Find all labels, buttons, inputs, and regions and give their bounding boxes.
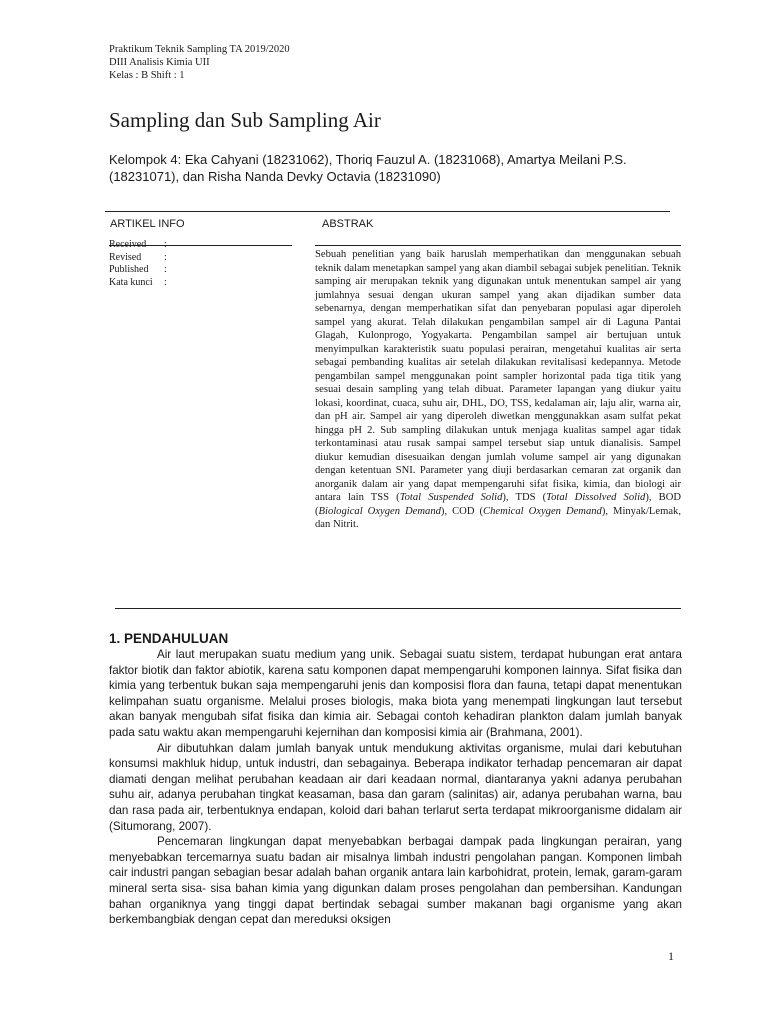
info-row-received <box>109 239 167 252</box>
abstract-text: ), BOD ( <box>315 492 681 517</box>
body-paragraph: Pencemaran lingkungan dapat menyebabkan berbagai dampak pada lingkungan perairan, yang menyebabkan tercemarnya suatu badan air misalnya limbah industri pengolahan pangan. Komponen limbah cair industri pangan sebagian besar adalah bahan organik antara lain karbohidrat, protein, lemak, garam-garam mineral serta sisa- sisa bahan kimia yang digunkan dalam proses pengolahan dan pembersihan. Kandungan bahan organiknya yang tinggi dapat bertindak sebagai sumber makanan bagi organisme yang akan berkembangbiak dengan cepat dan mereduksi oksigen <box>109 835 682 927</box>
body-paragraph: Air dibutuhkan dalam jumlah banyak untuk mendukung aktivitas organisme, mulai dari kebutuhan konsumsi makhluk hidup, untuk industri, dan sebagainya. Beberapa indikator terhadap pencemaran air dapat diamati dengan melihat perubahan keadaan air dari keadaan normal, diantaranya yakni adanya perubahan suhu air, adanya perubahan tingkat keasaman, basa dan garam (salinitas) air, adanya perubahan warna, bau dan rasa pada air, terbentuknya endapan, koloid dari bahan terlarut serta terdapat mikroorganisme didalam air (Situmorang, 2007). <box>109 741 682 833</box>
article-title: Sampling dan Sub Sampling Air <box>109 108 381 132</box>
section-heading: 1. PENDAHULUAN <box>109 631 229 646</box>
abstract-term: Chemical Oxygen Demand <box>483 505 602 517</box>
info-label: Published <box>109 264 149 275</box>
info-top-rule <box>105 211 670 212</box>
page-number: 1 <box>668 949 674 963</box>
abstract-term: Biological Oxygen Demand <box>318 505 441 517</box>
info-value: : <box>164 264 167 275</box>
running-header <box>109 43 290 82</box>
header-course: Praktikum Teknik Sampling TA 2019/2020 <box>109 44 290 55</box>
abstract-rule <box>315 245 681 246</box>
abstract-heading: ABSTRAK <box>322 218 374 230</box>
info-row-published <box>109 264 167 277</box>
abstract-text: Sebuah penelitian yang baik haruslah memperhatikan dan menggunakan sebuah teknik dalam menetapkan sampel yang akan diambil sebagai subjek penelitian. Teknik samping air merupakan teknik yang digunakan untuk menentukan sampel air yang jumlahnya sesuai dengan ukuran sampel yang akan dijadikan sumber data sebenarnya, dengan memperhatikan sifat dan penyebaran populasi agar diperoleh sampel yang akurat. Telah dilakukan pengambilan sampel air di Laguna Pantai Glagah, Kulonprogo, Yogyakarta. Pengambilan sampel air bertujuan untuk menyimpulkan karakteristik suatu populasi perairan, mengetahui kualitas air serta sebagai pembanding kualitas air setelah dilakukan revitalisasi kedepannya. Metode pengambilan sampel menggunakan point sampler horizontal pada tiga titik yang sesuai desain sampling yang telah dibuat. Parameter lapangan yang diukur yaitu lokasi, koordinat, cuaca, suhu air, DHL, DO, TSS, kedalaman air, laju alir, warna air, dan pH air. Sampel air yang diperoleh diwetkan menggunakkan asam sulfat pekat hingga pH 2. Sub sampling dilakukan untuk menjaga kualitas sampel agar tidak terkontaminasi atau rusak sampai sampel tersebut siap untuk dianalisis. Sampel diukur kemudian disesuaikan dengan jumlah volume sampel air yang digunakan dengan ketentuan SNI. Parameter yang diuji berdasarkan cemaran zat organik dan anorganik dalam air yang dapat mempengaruhi sifat fisika, kimia, dan biologi air antara lain TSS ( <box>315 249 681 503</box>
header-program: DIII Analisis Kimia UII <box>109 57 210 68</box>
abstract-bottom-rule <box>115 608 681 609</box>
section-body <box>109 647 682 928</box>
info-row-keywords <box>109 277 167 290</box>
info-label: Received <box>109 239 147 250</box>
abstract-text: ), COD ( <box>440 505 483 517</box>
header-class: Kelas : B Shift : 1 <box>109 70 185 81</box>
body-paragraph: Air laut merupakan suatu medium yang unik. Sebagai suatu sistem, terdapat hubungan erat antara faktor biotik dan faktor abiotik, karena satu komponen dapat mempengaruhi komponen lainnya. Sifat fisika dan kimia yang terbentuk bukan saja mempengaruhi jenis dan komposisi flora dan fauna, tetapi dapat menentukan kelimpahan suatu organisme. Melalui proses biologis, maka biota yang menempati lingkungan laut tersebut akan banyak mengubah sifat fisika dan kimia air. Sebagai contoh kehadiran plankton dalam jumlah banyak pada satu waktu akan mempengaruhi kejernihan dan komposisi kimia air (Brahmana, 2001). <box>109 648 682 739</box>
info-label: Revised <box>109 251 142 263</box>
info-label: Kata kunci <box>109 276 153 288</box>
author-list: Kelompok 4: Eka Cahyani (18231062), Thoriq Fauzul A. (18231068), Amartya Meilani P.S. (18231071), dan Risha Nanda Devky Octavia (18231090) <box>109 152 627 184</box>
article-info-list <box>109 239 167 289</box>
article-info-heading: ARTIKEL INFO <box>110 218 185 230</box>
abstract-text: ), TDS ( <box>502 492 547 503</box>
info-row-revised <box>109 252 167 265</box>
info-value: : <box>164 239 167 250</box>
abstract-term: Total Dissolved Solid <box>546 492 646 503</box>
abstract-term: Total Suspended Solid <box>399 492 503 503</box>
abstract-text: ), Minyak/Lemak, dan Nitrit. <box>315 505 681 530</box>
info-value: : <box>164 276 167 288</box>
info-value: : <box>164 251 167 263</box>
abstract-body <box>315 248 681 532</box>
